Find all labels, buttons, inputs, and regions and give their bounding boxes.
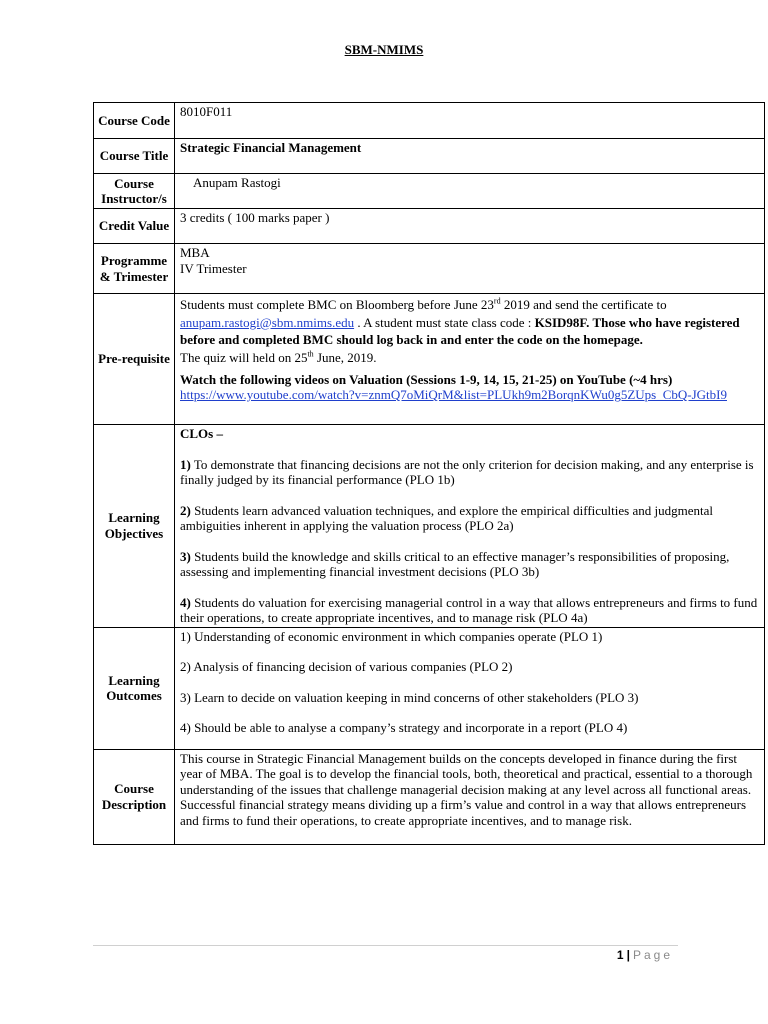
- value-learning-objectives: [175, 425, 765, 628]
- clos-heading: CLOs –: [180, 426, 223, 441]
- prereq-quiz-text-2: June, 2019.: [313, 349, 377, 365]
- course-table: [93, 102, 765, 845]
- value-course-instructor: Anupam Rastogi: [175, 174, 765, 209]
- clo-item-1: 1) To demonstrate that financing decisions are not the only criterion for decision making, and any enterprise is finally judged by its financial performance (PLO 1b): [180, 456, 754, 487]
- label-prerequisite: Pre-requisite: [94, 294, 175, 425]
- row-programme: [94, 244, 765, 294]
- label-course-instructor: Course Instructor/s: [94, 174, 175, 209]
- value-course-code: 8010F011: [175, 103, 765, 139]
- label-programme: Programme & Trimester: [94, 244, 175, 294]
- footer-divider: [93, 945, 678, 946]
- youtube-playlist-link[interactable]: https://www.youtube.com/watch?v=znmQ7oMiQrM&list=PLUkh9m2BorqnKWu0g5ZUps_CbQ-JGtbI9: [180, 387, 727, 402]
- value-programme: [175, 244, 765, 294]
- outcome-item-4: 4) Should be able to analyse a company’s strategy and incorporate in a report (PLO 4): [180, 720, 628, 735]
- page-separator: |: [626, 948, 630, 962]
- clo-item-4: 4) Students do valuation for exercising managerial control in a way that allows entrepreneurs and firms to fund their operations, to create appropriate incentives, and to manage risk (PLO 4a): [180, 594, 758, 625]
- label-course-title: Course Title: [94, 139, 175, 174]
- label-course-code: Course Code: [94, 103, 175, 139]
- value-prerequisite: [175, 294, 765, 425]
- label-course-description: Course Description: [94, 749, 175, 844]
- outcome-item-2: 2) Analysis of financing decision of various companies (PLO 2): [180, 659, 513, 674]
- value-course-description: This course in Strategic Financial Management builds on the concepts developed in finance during the first year of MBA. The goal is to develop the financial tools, both, theoretical and practical, essential to a thorough understanding of the issues that challenge managerial decision making at any level across all functional areas. Successful financial strategy means dividing up a firm’s value and control in a way that allows entrepreneurs and firms to fund their operations, to create appropriate incentives, and to manage risk.: [175, 749, 765, 844]
- row-learning-objectives: [94, 425, 765, 628]
- row-learning-outcomes: [94, 627, 765, 749]
- prereq-text-2: 2019 and send the certificate to: [500, 297, 667, 312]
- row-course-code: [94, 103, 765, 139]
- prereq-quiz-text-1: The quiz will held on 25: [180, 349, 308, 365]
- clo-item-2: 2) Students learn advanced valuation techniques, and explore the empirical difficulties and judgmental ambiguities inherent in applying the valuation process (PLO 2a): [180, 502, 713, 533]
- page-number: 1: [616, 948, 624, 962]
- prereq-sup-1: rd: [493, 296, 501, 306]
- programme-line-1: MBA: [180, 245, 210, 260]
- page-word: Page: [632, 948, 673, 962]
- prereq-quiz-sup: th: [307, 349, 314, 359]
- row-credit-value: [94, 209, 765, 244]
- outcome-item-3: 3) Learn to decide on valuation keeping in mind concerns of other stakeholders (PLO 3): [180, 689, 639, 705]
- clo-item-3: 3) Students build the knowledge and skills critical to an effective manager’s responsibilities of proposing, assessing and implementing financial investment decisions (PLO 3b): [180, 548, 730, 579]
- label-learning-outcomes: Learning Outcomes: [94, 627, 175, 749]
- row-course-description: [94, 749, 765, 844]
- prereq-text-3: . A student must state class code :: [354, 314, 535, 330]
- programme-line-2: IV Trimester: [180, 260, 247, 276]
- prereq-videos-heading: Watch the following videos on Valuation (Sessions 1-9, 14, 15, 21-25) on YouTube (~4 hrs): [180, 372, 673, 387]
- row-prerequisite: [94, 294, 765, 425]
- outcome-item-1: 1) Understanding of economic environment in which companies operate (PLO 1): [180, 628, 603, 644]
- value-credit-value: 3 credits ( 100 marks paper ): [175, 209, 765, 244]
- value-course-title: Strategic Financial Management: [175, 139, 765, 174]
- prereq-class-code: KSID98F. Those who have registered before and completed BMC should log back in and enter the code on the homepage.: [180, 314, 740, 347]
- instructor-email-link[interactable]: anupam.rastogi@sbm.nmims.edu: [180, 314, 355, 330]
- row-course-title: [94, 139, 765, 174]
- label-learning-objectives: Learning Objectives: [94, 425, 175, 628]
- value-learning-outcomes: [175, 627, 765, 749]
- page-title: SBM-NMIMS: [344, 42, 424, 57]
- label-credit-value: Credit Value: [94, 209, 175, 244]
- prereq-text-1: Students must complete BMC on Bloomberg before June 23: [180, 297, 494, 312]
- page-footer: [560, 948, 673, 962]
- row-course-instructor: [94, 174, 765, 209]
